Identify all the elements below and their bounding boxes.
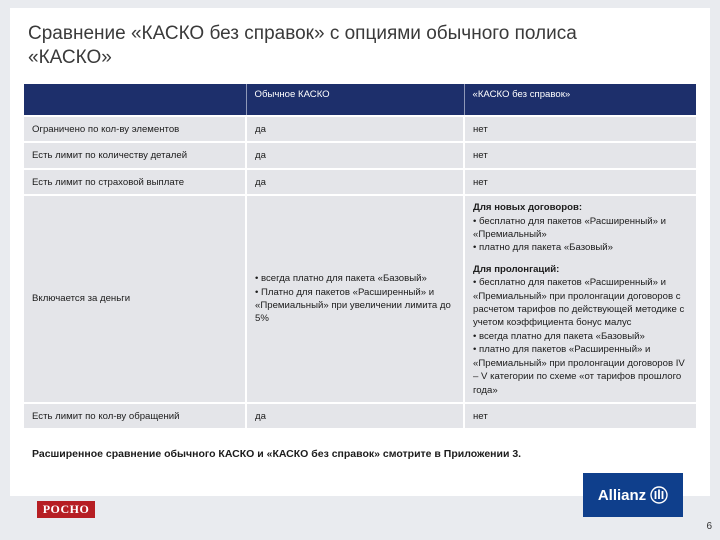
renewals-title: Для пролонгаций:	[473, 263, 560, 275]
row-label: Включается за деньги	[24, 195, 246, 403]
table-row	[24, 403, 696, 428]
renewals-line: • платно для пакетов «Расширенный» и «Премиальный» при пролонгации договоров IV – V категории по схеме «от тарифов прошлого года»	[473, 344, 685, 396]
allianz-logo-text: Allianz	[597, 486, 647, 504]
row-regular-value: да	[246, 169, 464, 195]
table-row	[24, 169, 696, 195]
table-row-paid	[24, 195, 696, 403]
allianz-eagle-icon	[650, 486, 668, 504]
allianz-logo	[583, 473, 683, 517]
row-label: Есть лимит по страховой выплате	[24, 169, 246, 195]
row-nodocs-value: нет	[464, 142, 696, 168]
comparison-table	[24, 84, 696, 428]
slide	[10, 8, 710, 496]
table-row	[24, 142, 696, 168]
row-nodocs-details	[464, 195, 696, 403]
header-cell-empty	[24, 84, 246, 116]
slide-title: Сравнение «КАСКО без справок» с опциями обычного полиса «КАСКО»	[28, 23, 577, 68]
rosno-logo: РОСНО	[37, 501, 95, 518]
row-nodocs-value: нет	[464, 169, 696, 195]
renewals-line: • бесплатно для пакетов «Расширенный» и «Премиальный» при пролонгации договоров с расчетом тарифов по действующей методике с учетом коэффициента бонус малус	[473, 277, 685, 329]
table-row	[24, 116, 696, 142]
row-regular-value: да	[246, 116, 464, 142]
row-regular-details	[246, 195, 464, 403]
new-contracts-title: Для новых договоров:	[473, 202, 583, 214]
regular-line: • всегда платно для пакета «Базовый»	[255, 273, 427, 285]
row-regular-value: да	[246, 403, 464, 428]
new-contracts-line: • бесплатно для пакетов «Расширенный» и «Премиальный»	[473, 215, 666, 241]
header-cell-nodocs: «КАСКО без справок»	[464, 84, 696, 116]
renewals-line: • всегда платно для пакета «Базовый»	[473, 330, 645, 342]
row-label: Есть лимит по кол-ву обращений	[24, 403, 246, 428]
page-number: 6	[706, 521, 712, 532]
new-contracts-line: • платно для пакета «Базовый»	[473, 242, 614, 254]
row-nodocs-value: нет	[464, 116, 696, 142]
regular-line: • Платно для пакетов «Расширенный» и «Премиальный» при увеличении лимита до 5%	[255, 286, 451, 325]
row-label: Ограничено по кол-ву элементов	[24, 116, 246, 142]
table-header-row	[24, 84, 696, 116]
header-cell-regular: Обычное КАСКО	[246, 84, 464, 116]
row-nodocs-value: нет	[464, 403, 696, 428]
footnote: Расширенное сравнение обычного КАСКО и «КАСКО без справок» смотрите в Приложении 3.	[32, 448, 522, 460]
row-label: Есть лимит по количеству деталей	[24, 142, 246, 168]
row-regular-value: да	[246, 142, 464, 168]
